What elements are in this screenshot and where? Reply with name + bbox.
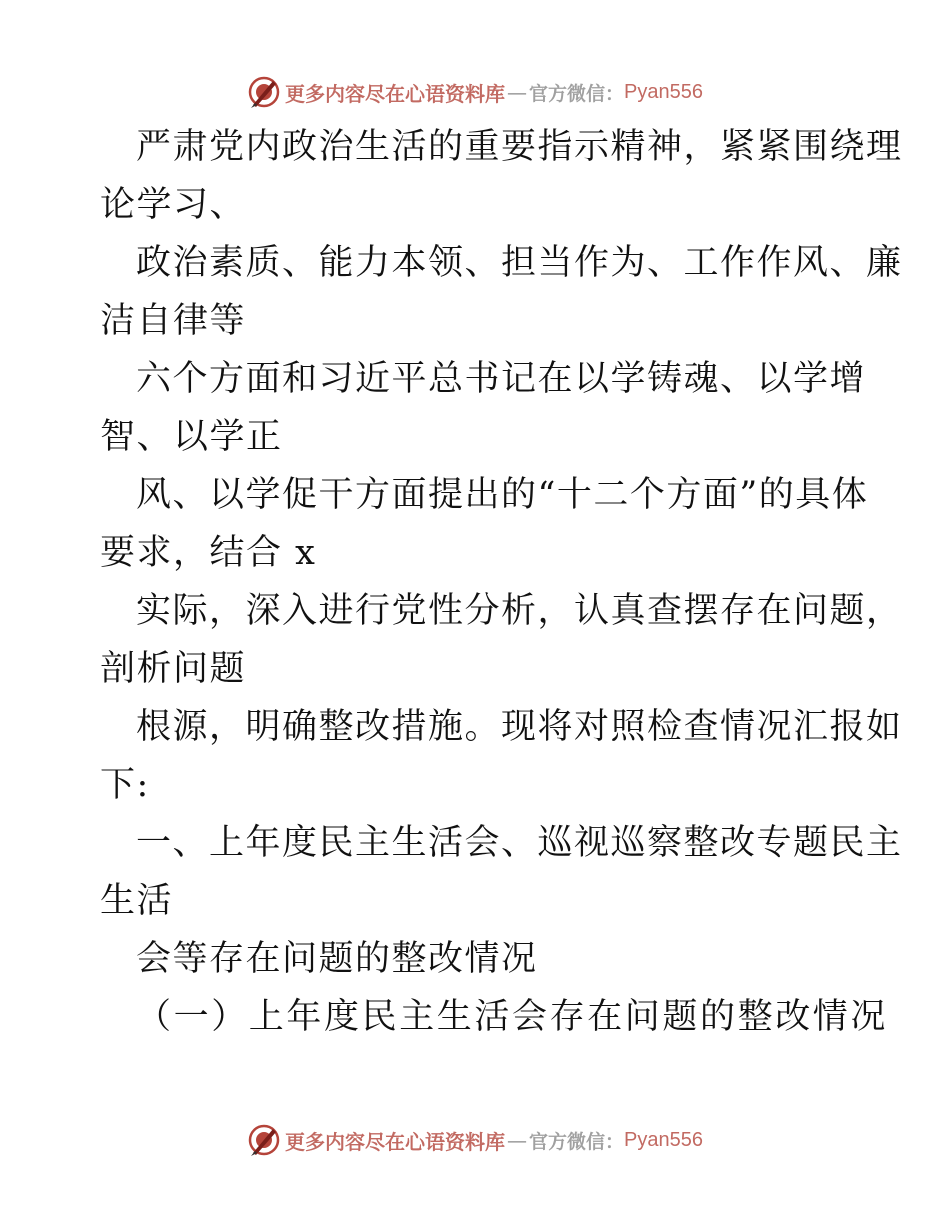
watermark-dash: —: [507, 1128, 527, 1152]
section-heading-line: 一、上年度民主生活会、巡视巡察整改专题民主: [136, 823, 903, 863]
body-line: 政治素质、能力本领、担当作为、工作作风、廉: [136, 243, 903, 283]
watermark-wechat-label: 官方微信：: [529, 1130, 625, 1153]
body-line: 洁自律等: [100, 301, 247, 341]
document-body: [100, 118, 903, 1046]
body-line: 论学习、: [100, 185, 247, 225]
watermark-wechat-label: 官方微信：: [529, 82, 625, 105]
body-line: 风、以学促干方面提出的“十二个方面”的具体: [136, 475, 869, 515]
watermark-wechat-id: Pyan556: [624, 1128, 703, 1151]
pen-logo-icon: [247, 1123, 281, 1157]
body-line: 六个方面和习近平总书记在以学铸魂、以学增: [136, 359, 867, 399]
watermark-footer: [0, 1120, 950, 1160]
body-line: 实际，深入进行党性分析，认真查摆存在问题，: [136, 591, 903, 631]
subsection-heading: （一）上年度民主生活会存在问题的整改情况: [136, 997, 889, 1037]
watermark-title: 更多内容尽在心语资料库: [285, 81, 505, 106]
body-line: 根源，明确整改措施。现将对照检查情况汇报如: [136, 707, 903, 747]
body-line: 智、以学正: [100, 417, 283, 457]
pen-logo-icon: [247, 75, 281, 109]
watermark-dash: —: [507, 80, 527, 104]
body-line: 下:: [100, 765, 150, 805]
body-line: 要求，结合 x: [100, 533, 317, 573]
watermark-wechat-id: Pyan556: [624, 80, 703, 103]
body-line: 剖析问题: [100, 649, 247, 689]
section-heading-line: 会等存在问题的整改情况: [136, 939, 538, 979]
watermark-header: [0, 72, 950, 112]
section-heading-line: 生活: [100, 881, 174, 921]
watermark-title: 更多内容尽在心语资料库: [285, 1129, 505, 1154]
body-line: 严肃党内政治生活的重要指示精神，紧紧围绕理: [136, 127, 903, 167]
